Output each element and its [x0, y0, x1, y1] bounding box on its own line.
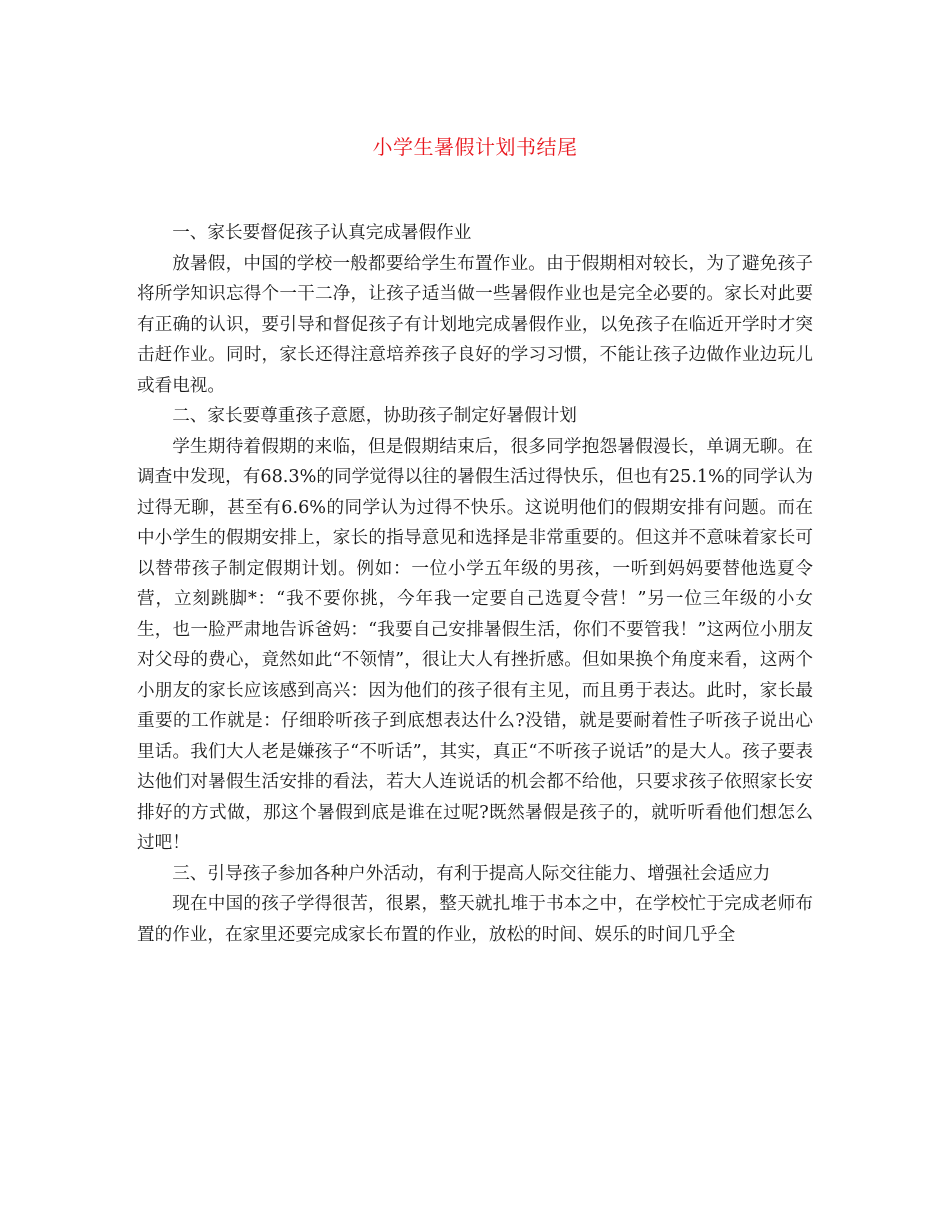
section-heading-2: 二、家长要尊重孩子意愿，协助孩子制定好暑假计划	[172, 406, 577, 426]
document-body	[137, 218, 813, 950]
paragraph: 放暑假，中国的学校一般都要给学生布置作业。由于假期相对较长，为了避免孩子将所学知识忘得个一干二净，让孩子适当做一些暑假作业也是完全必要的。家长对此要有正确的认识，要引导和督促孩子有计划地完成暑假作业，以免孩子在临近开学时才突击赶作业。同时，家长还得注意培养孩子良好的学习习惯，不能让孩子边做作业边玩儿或看电视。	[137, 253, 813, 396]
section-heading-1: 一、家长要督促孩子认真完成暑假作业	[172, 223, 472, 243]
paragraph: 现在中国的孩子学得很苦，很累，整天就扎堆于书本之中，在学校忙于完成老师布置的作业，在家里还要完成家长布置的作业，放松的时间、娱乐的时间几乎全	[137, 894, 813, 945]
document-title: 小学生暑假计划书结尾	[372, 135, 578, 159]
paragraph: 学生期待着假期的来临，但是假期结束后，很多同学抱怨暑假漫长，单调无聊。在调查中发现，有68.3%的同学觉得以往的暑假生活过得快乐，但也有25.1%的同学认为过得无聊，甚至有6.6%的同学认为过得不快乐。这说明他们的假期安排有问题。而在中小学生的假期安排上，家长的指导意见和选择是非常重要的。但这并不意味着家长可以替带孩子制定假期计划。例如：一位小学五年级的男孩，一听到妈妈要替他选夏令营，立刻跳脚*：“我不要你挑，今年我一定要自己选夏令营！”另一位三年级的小女生，也一脸严肃地告诉爸妈：“我要自己安排暑假生活，你们不要管我！”这两位小朋友对父母的费心，竟然如此“不领情”，很让大人有挫折感。但如果换个角度来看，这两个小朋友的家长应该感到高兴：因为他们的孩子很有主见，而且勇于表达。此时，家长最重要的工作就是：仔细聆听孩子到底想表达什么?没错，就是要耐着性子听孩子说出心里话。我们大人老是嫌孩子“不听话”，其实，真正“不听孩子说话”的是大人。孩子要表达他们对暑假生活安排的看法，若大人连说话的机会都不给他，只要求孩子依照家长安排好的方式做，那这个暑假到底是谁在过呢?既然暑假是孩子的，就听听看他们想怎么过吧！	[137, 436, 813, 853]
section-heading-3: 三、引导孩子参加各种户外活动，有利于提高人际交往能力、增强社会适应力	[172, 863, 771, 884]
